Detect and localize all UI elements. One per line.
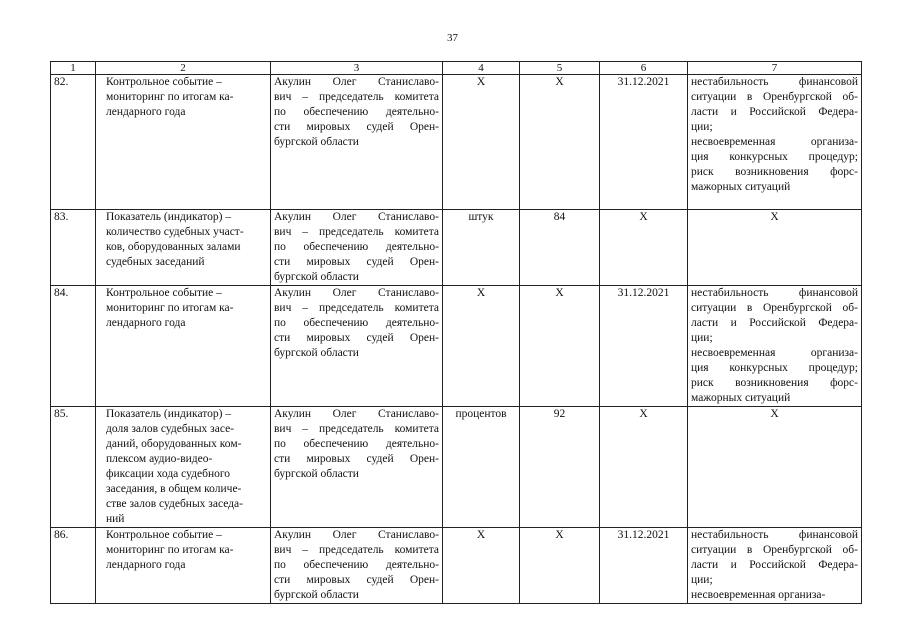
risk-line: ситуации в Оренбургской об- (691, 91, 858, 103)
header-cell: 1 (51, 62, 96, 75)
table-row (51, 286, 862, 407)
risk-cell (688, 286, 862, 407)
name-line: даний, оборудованных ком- (106, 438, 242, 450)
risk-line: риск возникновения форс- (691, 166, 858, 178)
indicator-name-cell (96, 210, 271, 286)
resp-line: вич – председатель комитета (274, 544, 439, 556)
resp-line: сти мировых судей Орен- (274, 256, 439, 268)
header-cell: 4 (443, 62, 520, 75)
unit-cell: процентов (443, 407, 520, 528)
table-row (51, 407, 862, 528)
risk-line: ситуации в Оренбургской об- (691, 302, 858, 314)
resp-line: Акулин Олег Станиславо- (274, 287, 439, 299)
resp-line: бургской области (274, 347, 359, 359)
table-row (51, 75, 862, 210)
name-line: плексом аудио-видео- (106, 453, 213, 465)
plan-table (50, 61, 862, 604)
header-cell: 6 (600, 62, 688, 75)
risk-line: ция конкурсных процедур; (691, 362, 858, 374)
row-number-cell: 86. (51, 528, 96, 604)
name-line: стве залов судебных заседа- (106, 498, 243, 510)
resp-line: сти мировых судей Орен- (274, 332, 439, 344)
name-line: Показатель (индикатор) – (106, 211, 232, 223)
name-line: ков, оборудованных залами (106, 241, 241, 253)
resp-line: Акулин Олег Станиславо- (274, 408, 439, 420)
name-line: доля залов судебных засе- (106, 423, 235, 435)
risk-line: несвоевременная организа- (691, 589, 826, 601)
risk-line: ласти и Российской Федера- (691, 106, 858, 118)
name-line: Контрольное событие – (106, 76, 222, 88)
date-cell: Х (600, 210, 688, 286)
date-cell: 31.12.2021 (600, 528, 688, 604)
row-number-cell: 83. (51, 210, 96, 286)
header-row (51, 62, 862, 75)
value-cell: Х (520, 528, 600, 604)
unit-cell: Х (443, 286, 520, 407)
risk-cell (688, 528, 862, 604)
name-line: лендарного года (106, 559, 186, 571)
resp-line: Акулин Олег Станиславо- (274, 529, 439, 541)
table-row (51, 528, 862, 604)
header-cell: 3 (271, 62, 443, 75)
indicator-name-cell (96, 286, 271, 407)
name-line: заседания, в общем количе- (106, 483, 242, 495)
risk-line: ции; (691, 574, 713, 586)
name-line: Контрольное событие – (106, 529, 222, 541)
risk-line: несвоевременная организа- (691, 136, 858, 148)
responsible-cell (271, 210, 443, 286)
resp-line: по обеспечению деятельно- (274, 438, 439, 450)
name-line: лендарного года (106, 317, 186, 329)
resp-line: по обеспечению деятельно- (274, 106, 439, 118)
resp-line: сти мировых судей Орен- (274, 121, 439, 133)
date-cell: 31.12.2021 (600, 286, 688, 407)
row-number-cell: 85. (51, 407, 96, 528)
risk-line: Х (770, 211, 779, 223)
risk-line: ции; (691, 332, 713, 344)
value-cell: 92 (520, 407, 600, 528)
resp-line: по обеспечению деятельно- (274, 317, 439, 329)
resp-line: бургской области (274, 468, 359, 480)
date-cell: 31.12.2021 (600, 75, 688, 210)
risk-line: ситуации в Оренбургской об- (691, 544, 858, 556)
resp-line: Акулин Олег Станиславо- (274, 211, 439, 223)
resp-line: бургской области (274, 136, 359, 148)
resp-line: вич – председатель комитета (274, 302, 439, 314)
risk-cell (688, 210, 862, 286)
name-line: количество судебных участ- (106, 226, 244, 238)
resp-line: Акулин Олег Станиславо- (274, 76, 439, 88)
name-line: Показатель (индикатор) – (106, 408, 232, 420)
resp-line: бургской области (274, 271, 359, 283)
risk-line: нестабильность финансовой (691, 76, 858, 88)
risk-line: мажорных ситуаций (691, 392, 791, 404)
resp-line: бургской области (274, 589, 359, 601)
header-cell: 5 (520, 62, 600, 75)
resp-line: вич – председатель комитета (274, 91, 439, 103)
resp-line: сти мировых судей Орен- (274, 453, 439, 465)
name-line: мониторинг по итогам ка- (106, 544, 234, 556)
risk-line: риск возникновения форс- (691, 377, 858, 389)
row-number-cell: 84. (51, 286, 96, 407)
risk-line: ласти и Российской Федера- (691, 317, 858, 329)
value-cell: Х (520, 286, 600, 407)
indicator-name-cell (96, 75, 271, 210)
risk-line: несвоевременная организа- (691, 347, 858, 359)
resp-line: по обеспечению деятельно- (274, 241, 439, 253)
risk-line: ция конкурсных процедур; (691, 151, 858, 163)
responsible-cell (271, 75, 443, 210)
table-row (51, 210, 862, 286)
responsible-cell (271, 528, 443, 604)
name-line: судебных заседаний (106, 256, 205, 268)
risk-cell (688, 75, 862, 210)
resp-line: по обеспечению деятельно- (274, 559, 439, 571)
indicator-name-cell (96, 407, 271, 528)
row-number-cell: 82. (51, 75, 96, 210)
name-line: ний (106, 513, 125, 525)
risk-line: ции; (691, 121, 713, 133)
risk-line: нестабильность финансовой (691, 529, 858, 541)
name-line: Контрольное событие – (106, 287, 222, 299)
risk-line: ласти и Российской Федера- (691, 559, 858, 571)
value-cell: 84 (520, 210, 600, 286)
responsible-cell (271, 286, 443, 407)
risk-cell (688, 407, 862, 528)
page-number: 37 (447, 32, 458, 44)
risk-line: нестабильность финансовой (691, 287, 858, 299)
resp-line: вич – председатель комитета (274, 226, 439, 238)
unit-cell: Х (443, 75, 520, 210)
unit-cell: Х (443, 528, 520, 604)
resp-line: сти мировых судей Орен- (274, 574, 439, 586)
resp-line: вич – председатель комитета (274, 423, 439, 435)
name-line: лендарного года (106, 106, 186, 118)
risk-line: мажорных ситуаций (691, 181, 791, 193)
date-cell: Х (600, 407, 688, 528)
risk-line: Х (770, 408, 779, 420)
header-cell: 2 (96, 62, 271, 75)
unit-cell: штук (443, 210, 520, 286)
responsible-cell (271, 407, 443, 528)
header-cell: 7 (688, 62, 862, 75)
name-line: мониторинг по итогам ка- (106, 91, 234, 103)
value-cell: Х (520, 75, 600, 210)
indicator-name-cell (96, 528, 271, 604)
name-line: мониторинг по итогам ка- (106, 302, 234, 314)
name-line: фиксации хода судебного (106, 468, 231, 480)
